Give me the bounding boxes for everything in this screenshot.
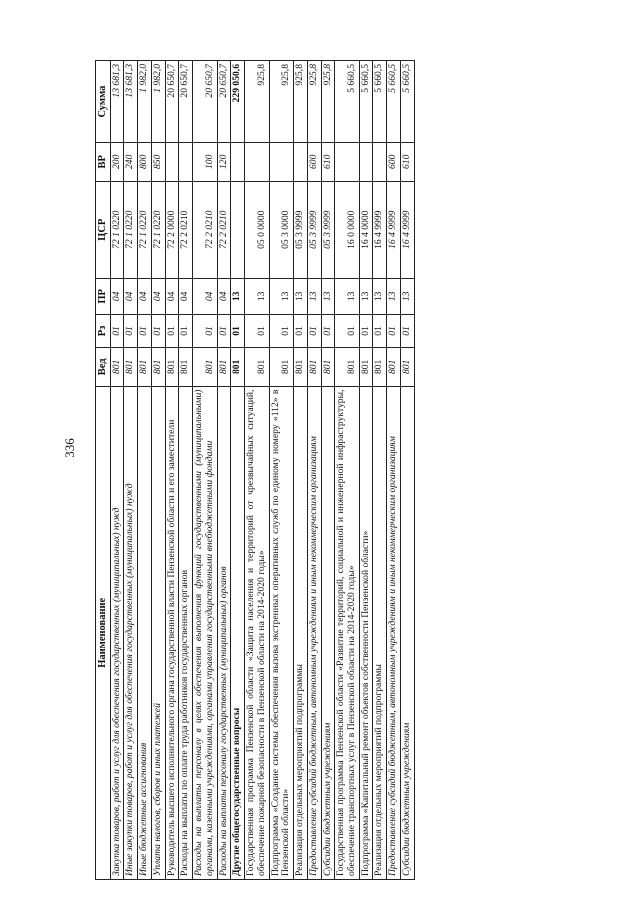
cell-rz: 01 [217, 314, 231, 347]
cell-rz: 01 [400, 314, 414, 347]
table-header-row [96, 61, 111, 880]
cell-ved: 801 [138, 348, 152, 386]
cell-sum: 5 660,5 [359, 61, 373, 143]
cell-ved: 801 [165, 348, 179, 386]
cell-ved: 801 [387, 348, 401, 386]
table-row [359, 61, 373, 880]
cell-sum: 925,8 [321, 61, 335, 143]
rotated-table-inner [95, 60, 565, 880]
cell-rz: 01 [373, 314, 387, 347]
cell-pr: 13 [400, 278, 414, 314]
cell-sum: 20 650,7 [217, 61, 231, 143]
table-row [138, 61, 152, 880]
cell-sum: 1 982,0 [151, 61, 165, 143]
cell-pr: 13 [245, 278, 269, 314]
cell-name: Реализация отдельных мероприятий подпрограммы [373, 386, 387, 879]
header-sum: Сумма [96, 61, 111, 143]
cell-rz: 01 [151, 314, 165, 347]
cell-vr [231, 143, 245, 181]
cell-sum: 5 660,5 [373, 61, 387, 143]
cell-name: Закупка товаров, работ и услуг для обеспечения государственных (муниципальных) нужд [110, 386, 124, 879]
cell-rz: 01 [165, 314, 179, 347]
cell-csr: 72 1 0220 [110, 181, 124, 278]
cell-csr: 16 4 0000 [359, 181, 373, 278]
cell-vr: 240 [124, 143, 138, 181]
table-row [321, 61, 335, 880]
cell-ved: 801 [335, 348, 359, 386]
cell-pr: 13 [269, 278, 293, 314]
cell-csr: 05 0 0000 [245, 181, 269, 278]
cell-name: Реализация отдельных мероприятий подпрограммы [294, 386, 308, 879]
cell-vr [269, 143, 293, 181]
cell-name: Субсидии бюджетным учреждениям [321, 386, 335, 879]
cell-ved: 801 [245, 348, 269, 386]
cell-rz: 01 [269, 314, 293, 347]
cell-vr [359, 143, 373, 181]
cell-ved: 801 [151, 348, 165, 386]
cell-name: Расходы на выплаты по оплате труда работников государственных органов [179, 386, 193, 879]
cell-sum: 5 660,5 [335, 61, 359, 143]
cell-pr: 13 [373, 278, 387, 314]
cell-ved: 801 [179, 348, 193, 386]
cell-sum: 5 660,5 [387, 61, 401, 143]
cell-ved: 801 [124, 348, 138, 386]
cell-sum: 20 650,7 [179, 61, 193, 143]
table-row [294, 61, 308, 880]
table-row [217, 61, 231, 880]
cell-sum: 925,8 [294, 61, 308, 143]
cell-name: Расходы на выплаты персоналу государственных (муниципальных) органов [217, 386, 231, 879]
cell-name: Другие общегосударственные вопросы [231, 386, 245, 879]
cell-vr: 100 [193, 143, 217, 181]
cell-csr: 16 4 9999 [373, 181, 387, 278]
cell-sum: 229 050,6 [231, 61, 245, 143]
table-row [124, 61, 138, 880]
cell-vr [245, 143, 269, 181]
cell-rz: 01 [294, 314, 308, 347]
cell-vr [179, 143, 193, 181]
cell-vr [294, 143, 308, 181]
table-row [179, 61, 193, 880]
cell-vr: 600 [387, 143, 401, 181]
table-row [373, 61, 387, 880]
cell-ved: 801 [321, 348, 335, 386]
cell-csr: 05 3 9999 [321, 181, 335, 278]
cell-csr: 16 4 9999 [400, 181, 414, 278]
table-row [151, 61, 165, 880]
cell-ved: 801 [193, 348, 217, 386]
header-csr: ЦСР [96, 181, 111, 278]
cell-pr: 13 [335, 278, 359, 314]
cell-pr: 04 [179, 278, 193, 314]
cell-rz: 01 [321, 314, 335, 347]
cell-rz: 01 [387, 314, 401, 347]
cell-vr: 850 [151, 143, 165, 181]
cell-sum: 925,8 [245, 61, 269, 143]
cell-name: Иные бюджетные ассигнования [138, 386, 152, 879]
cell-rz: 01 [245, 314, 269, 347]
cell-name: Руководитель высшего исполнительного органа государственной власти Пензенской области и его заместители [165, 386, 179, 879]
cell-name: Предоставление субсидий бюджетным, автономным учреждениям и иным некоммерческим организациям [387, 386, 401, 879]
cell-ved: 801 [217, 348, 231, 386]
table-body [110, 61, 414, 880]
cell-rz: 01 [193, 314, 217, 347]
cell-rz: 01 [179, 314, 193, 347]
table-row [165, 61, 179, 880]
cell-vr [335, 143, 359, 181]
rotated-table-wrapper [95, 60, 565, 880]
cell-pr: 04 [124, 278, 138, 314]
cell-pr: 13 [321, 278, 335, 314]
cell-pr: 13 [387, 278, 401, 314]
cell-name: Уплата налогов, сборов и иных платежей [151, 386, 165, 879]
cell-csr: 72 1 0220 [151, 181, 165, 278]
cell-csr: 72 1 0220 [138, 181, 152, 278]
cell-pr: 04 [110, 278, 124, 314]
cell-csr: 72 2 0000 [165, 181, 179, 278]
cell-csr: 72 2 0210 [217, 181, 231, 278]
header-ved: Вед [96, 348, 111, 386]
cell-ved: 801 [269, 348, 293, 386]
cell-pr: 13 [359, 278, 373, 314]
cell-vr [373, 143, 387, 181]
cell-ved: 801 [231, 348, 245, 386]
cell-csr: 16 0 0000 [335, 181, 359, 278]
cell-pr: 04 [165, 278, 179, 314]
cell-pr: 04 [217, 278, 231, 314]
cell-pr: 04 [138, 278, 152, 314]
table-row [269, 61, 293, 880]
table-row [193, 61, 217, 880]
cell-vr [165, 143, 179, 181]
cell-name: Государственная программа Пензенской области «Защита населения и территорий от чрезвычайных ситуаций, обеспечение пожарной безопасности в Пензенской области на 2014-2020 годы» [245, 386, 269, 879]
cell-ved: 801 [307, 348, 321, 386]
cell-sum: 925,8 [307, 61, 321, 143]
cell-csr: 05 3 9999 [307, 181, 321, 278]
cell-sum: 13 681,3 [124, 61, 138, 143]
cell-name: Предоставление субсидий бюджетным, автономным учреждениям и иным некоммерческим организациям [307, 386, 321, 879]
cell-name: Подпрограмма «Капитальный ремонт объектов собственности Пензенской области» [359, 386, 373, 879]
cell-name: Расходы на выплаты персоналу в целях обеспечения выполнения функций государственными (муниципальными) органами, казенными учреждениями, органами управления государственными внебюджетными фондами [193, 386, 217, 879]
header-vr: ВР [96, 143, 111, 181]
cell-vr: 600 [307, 143, 321, 181]
cell-ved: 801 [400, 348, 414, 386]
cell-sum: 13 681,3 [110, 61, 124, 143]
cell-vr: 120 [217, 143, 231, 181]
cell-pr: 13 [294, 278, 308, 314]
cell-csr: 72 1 0220 [124, 181, 138, 278]
cell-csr: 05 3 9999 [294, 181, 308, 278]
cell-sum: 20 650,7 [165, 61, 179, 143]
cell-pr: 13 [231, 278, 245, 314]
header-name: Наименование [96, 386, 111, 879]
cell-sum: 925,8 [269, 61, 293, 143]
cell-csr: 72 2 0210 [193, 181, 217, 278]
cell-name: Субсидии бюджетным учреждениям [400, 386, 414, 879]
cell-csr: 05 3 0000 [269, 181, 293, 278]
cell-name: Государственная программа Пензенской области «Развитие территорий, социальной и инженерной инфраструктуры, обеспечение транспортных услуг в Пензенской области на 2014-2020 годы» [335, 386, 359, 879]
cell-vr: 610 [400, 143, 414, 181]
cell-rz: 01 [231, 314, 245, 347]
cell-sum: 20 650,7 [193, 61, 217, 143]
header-pr: ПР [96, 278, 111, 314]
cell-ved: 801 [110, 348, 124, 386]
cell-ved: 801 [373, 348, 387, 386]
cell-ved: 801 [359, 348, 373, 386]
cell-vr: 200 [110, 143, 124, 181]
cell-name: Иные закупки товаров, работ и услуг для обеспечения государственных (муниципальных) нужд [124, 386, 138, 879]
page-number: 336 [62, 438, 77, 458]
cell-rz: 01 [359, 314, 373, 347]
cell-vr: 800 [138, 143, 152, 181]
budget-table [95, 60, 415, 880]
table-row [245, 61, 269, 880]
cell-rz: 01 [307, 314, 321, 347]
cell-rz: 01 [335, 314, 359, 347]
cell-csr: 72 2 0210 [179, 181, 193, 278]
cell-pr: 04 [193, 278, 217, 314]
cell-rz: 01 [138, 314, 152, 347]
cell-csr: 16 4 9999 [387, 181, 401, 278]
cell-pr: 13 [307, 278, 321, 314]
table-row [231, 61, 245, 880]
table-row [307, 61, 321, 880]
table-row [387, 61, 401, 880]
cell-ved: 801 [294, 348, 308, 386]
table-row [110, 61, 124, 880]
cell-name: Подпрограмма «Создание системы обеспечения вызова экстренных оперативных служб по единому номеру «112» в Пензенской области» [269, 386, 293, 879]
cell-sum: 5 660,5 [400, 61, 414, 143]
cell-rz: 01 [110, 314, 124, 347]
cell-pr: 04 [151, 278, 165, 314]
table-row [400, 61, 414, 880]
table-row [335, 61, 359, 880]
cell-vr: 610 [321, 143, 335, 181]
header-rz: Рз [96, 314, 111, 347]
cell-sum: 1 982,0 [138, 61, 152, 143]
cell-rz: 01 [124, 314, 138, 347]
cell-csr [231, 181, 245, 278]
